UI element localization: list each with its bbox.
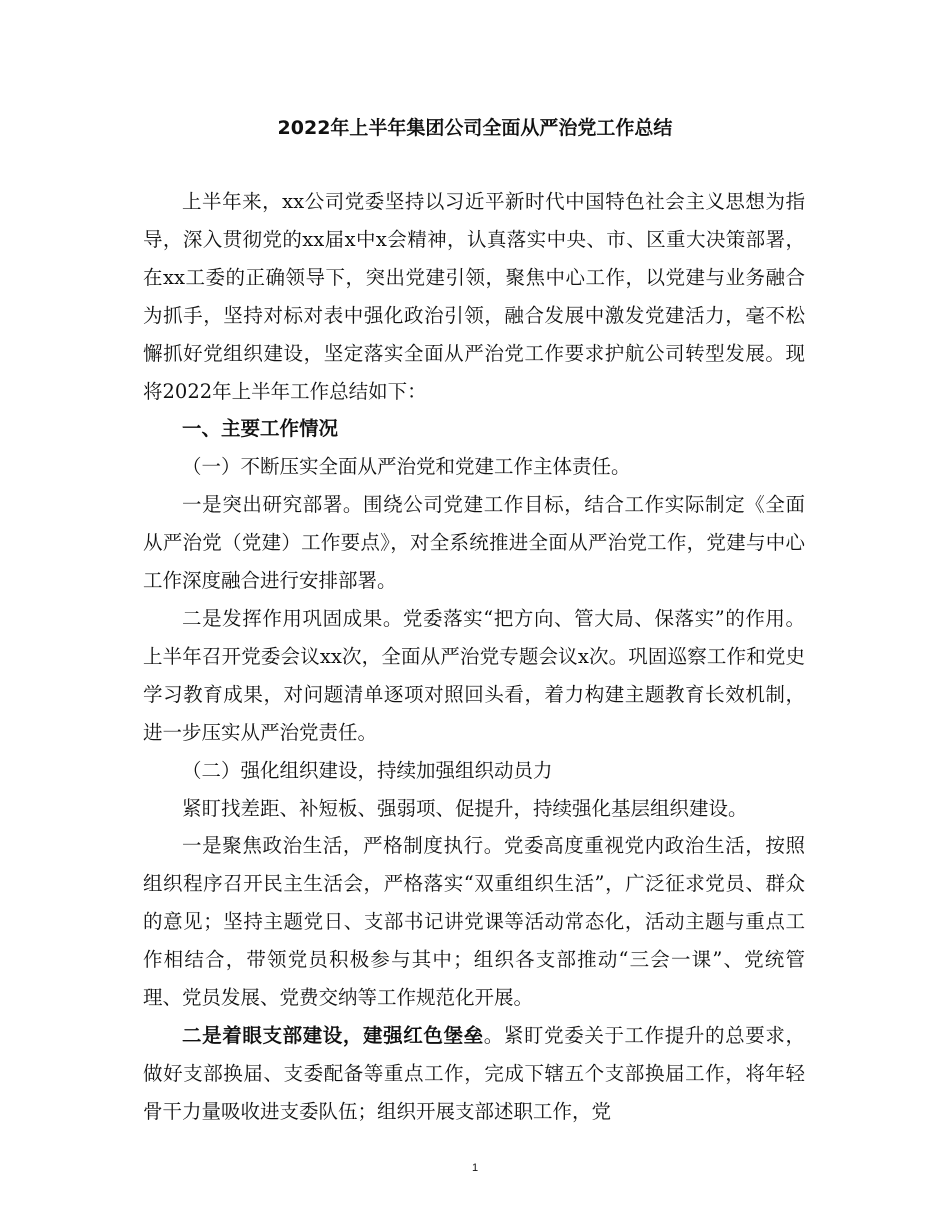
paragraph: 二是发挥作用巩固成果。党委落实“把方向、管大局、保落实”的作用。上半年召开党委会议xx次，全面从严治党专题会议x次。巩固巡察工作和党史学习教育成果，对问题清单逐项对照回头看，着力构建主题教育长效机制，进一步压实从严治党责任。 xyxy=(143,606,805,744)
subsection-heading: （一）不断压实全面从严治党和党建工作主体责任。 xyxy=(182,455,631,479)
paragraph-lead-bold: 二是着眼支部建设，建强红色堡垒 xyxy=(182,1023,484,1047)
paragraph-last xyxy=(143,1017,805,1131)
paragraph-text: 。紧盯党委关于工作提升的总要求，做好支部换届、支委配备等重点工作，完成下辖五个支部换届工作，将年轻骨干力量吸收进支委队伍；组织开展支部述职工作，党 xyxy=(143,1023,805,1123)
paragraph: 紧盯找差距、补短板、强弱项、促提升，持续强化基层组织建设。 xyxy=(182,796,748,820)
document-body xyxy=(143,183,805,1131)
paragraph-intro: 上半年来，xx公司党委坚持以习近平新时代中国特色社会主义思想为指导，深入贯彻党的xx届x中x会精神，认真落实中央、市、区重大决策部署，在xx工委的正确领导下，突出党建引领，聚焦中心工作，以党建与业务融合为抓手，坚持对标对表中强化政治引领，融合发展中激发党建活力，毫不松懈抓好党组织建设，坚定落实全面从严治党工作要求护航公司转型发展。现将2022年上半年工作总结如下： xyxy=(143,190,805,403)
paragraph: 一是突出研究部署。围绕公司党建工作目标，结合工作实际制定《全面从严治党（党建）工作要点》，对全系统推进全面从严治党工作，党建与中心工作深度融合进行安排部署。 xyxy=(143,493,805,593)
section-heading: 一、主要工作情况 xyxy=(182,417,339,441)
subsection-heading: （二）强化组织建设，持续加强组织动员力 xyxy=(182,758,553,782)
document-title: 2022年上半年集团公司全面从严治党工作总结 xyxy=(277,117,673,139)
page-number: 1 xyxy=(471,1162,479,1174)
paragraph: 一是聚焦政治生活，严格制度执行。党委高度重视党内政治生活，按照组织程序召开民主生活会，严格落实“双重组织生活”，广泛征求党员、群众的意见；坚持主题党日、支部书记讲党课等活动常态化，活动主题与重点工作相结合，带领党员积极参与其中；组织各支部推动“三会一课”、党统管理、党员发展、党费交纳等工作规范化开展。 xyxy=(143,834,805,1010)
